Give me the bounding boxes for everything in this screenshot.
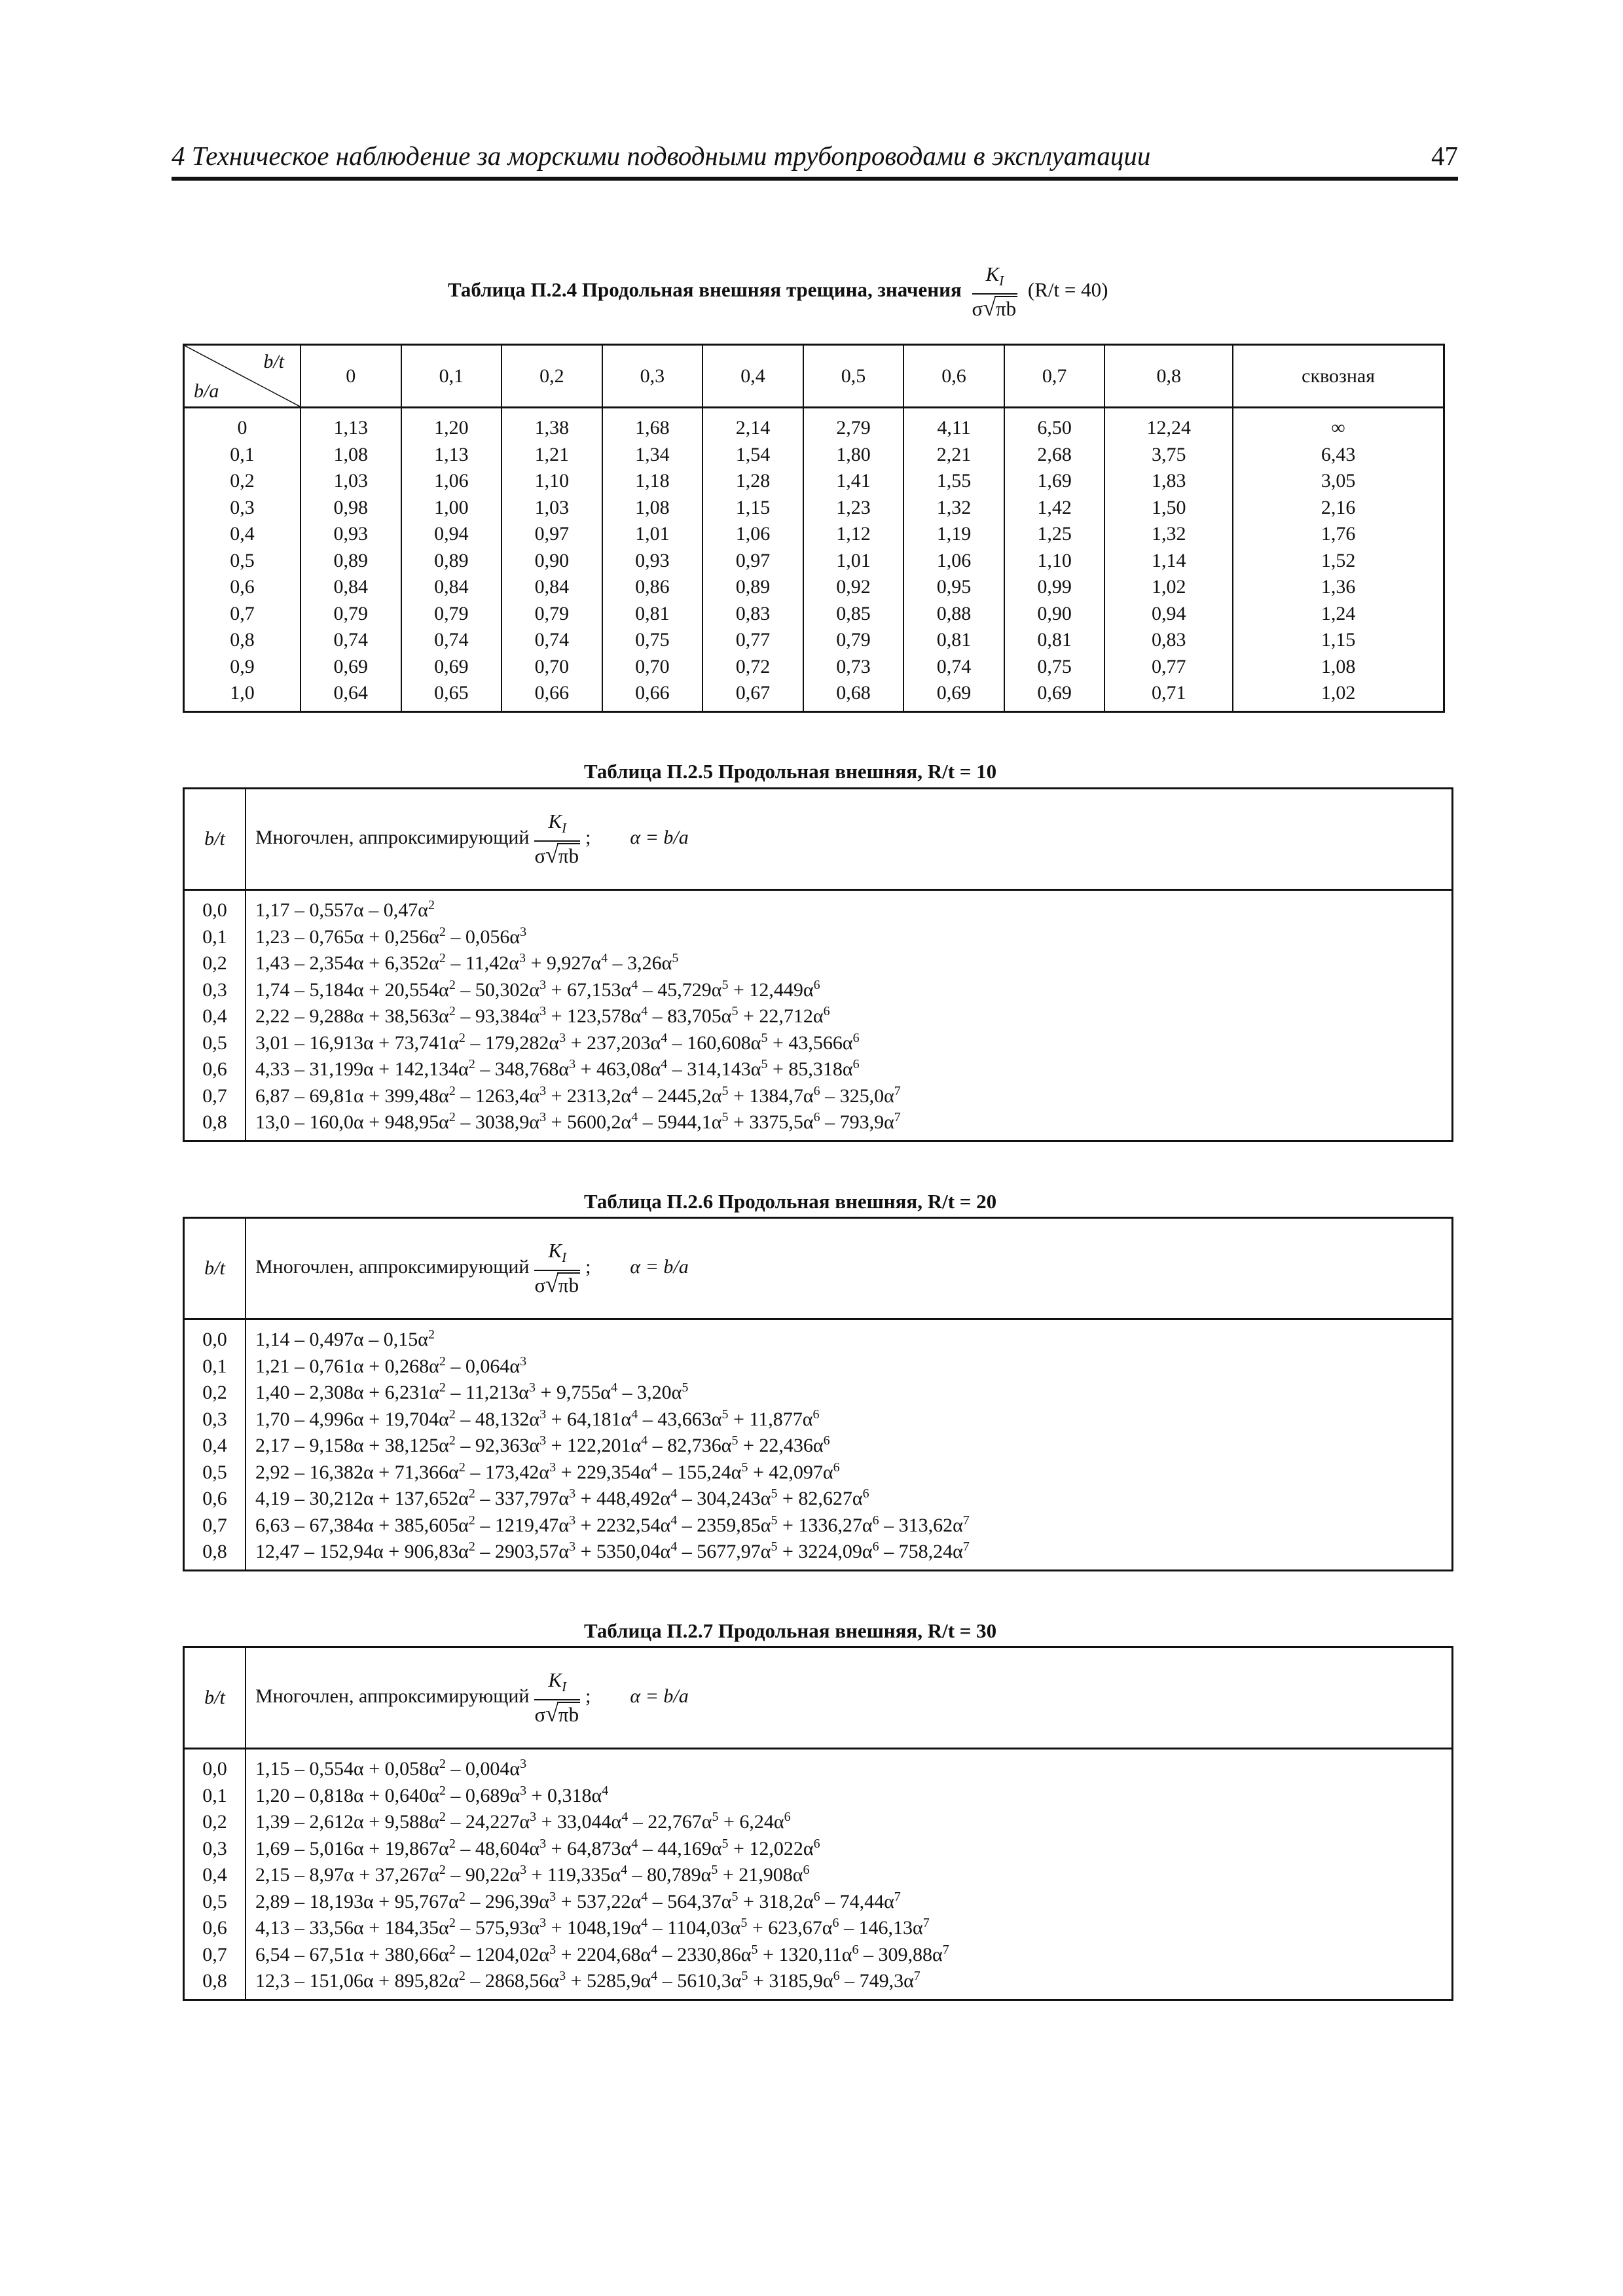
row-label: 0,3 — [202, 1837, 227, 1859]
row-label: 0,7 — [202, 1514, 227, 1536]
table-cell-value: 1,41 — [836, 470, 871, 492]
row-label: 0,7 — [230, 602, 255, 624]
poly-header-row — [184, 789, 1453, 890]
row-label: 0,8 — [202, 1541, 227, 1562]
table-24-value-column — [301, 408, 401, 712]
running-header-title: 4 Техническое наблюдение за морскими подводными трубопроводами в эксплуатации — [172, 141, 1151, 171]
table-24-value-column — [803, 408, 904, 712]
table-cell-value: 0,89 — [434, 549, 469, 571]
table-24-body-row — [184, 408, 1444, 712]
table-cell-value: 0,95 — [936, 576, 972, 598]
table-24-col-header: 0,3 — [602, 345, 703, 408]
polynomial: $4,13 - 33,56\alpha + 184,35\alpha^2 - 575,93\alpha^3 + 1048,19\alpha^4 - 1104,03\alpha^5 + 623,67\alpha^6 - 146,13\alpha^7$ — [255, 1916, 930, 1939]
polynomial: $2,89 - 18,193\alpha + 95,767\alpha^2 - 296,39\alpha^3 + 537,22\alpha^4 - 564,37\alpha^5 + 318,2\alpha^6 - 74,44\alpha^7$ — [255, 1889, 901, 1912]
table-cell-value: 0,77 — [735, 629, 771, 651]
table-cell-value: 2,79 — [836, 417, 871, 439]
table-cell-value: 0,94 — [1152, 602, 1186, 624]
table-26 — [183, 1217, 1453, 1571]
row-label: 0,1 — [202, 1784, 227, 1806]
table-24-col-header: 0,6 — [903, 345, 1004, 408]
table-24-col-header: 0,5 — [803, 345, 904, 408]
table-cell-value: 0,84 — [534, 576, 570, 598]
table-cell-value: 12,24 — [1146, 417, 1192, 439]
table-cell-value: 0,75 — [1037, 655, 1072, 677]
polynomial: $1,20 - 0,818\alpha + 0,640\alpha^2 - 0,689\alpha^3 + 0,318\alpha^4$ — [255, 1783, 609, 1806]
header-rule — [172, 177, 1458, 181]
table-cell-value: 0,81 — [635, 602, 670, 624]
table-cell-value: 1,80 — [836, 443, 871, 465]
row-label: 0,2 — [202, 952, 227, 974]
poly-header-cell: Многочлен, аппроксимирующий $\frac{K_I}{\sigma√\pi b}$ ; α = b/a — [246, 1218, 1453, 1319]
polynomial: $6,63 - 67,384\alpha + 385,605\alpha^2 - 1219,47\alpha^3 + 2232,54\alpha^4 - 2359,85\alpha^5 + 1336,27\alpha^6 - 313,62\alpha^7$ — [255, 1513, 970, 1536]
table-cell-value: 0,70 — [534, 655, 570, 677]
table-cell-value: 0,94 — [434, 523, 469, 545]
corner-ba-label: b/a — [194, 380, 219, 402]
table-24-value-column — [501, 408, 602, 712]
table-cell-value: 0,72 — [735, 655, 771, 677]
row-label: 0,5 — [202, 1031, 227, 1054]
table-cell-value: 0,79 — [333, 602, 369, 624]
table-cell-value: 0,67 — [735, 682, 771, 704]
table-cell-value: 1,21 — [534, 443, 570, 465]
table-24-caption-tail: (R/t = 40) — [1027, 278, 1108, 302]
alpha-definition: α = b/a — [630, 826, 689, 848]
table-27 — [183, 1646, 1453, 2001]
row-label: 1,0 — [230, 682, 255, 704]
row-label: 0,2 — [202, 1811, 227, 1833]
table-cell-value: 0,71 — [1152, 682, 1186, 704]
table-cell-value: 0,81 — [936, 629, 972, 651]
poly-header-row — [184, 1218, 1453, 1319]
table-cell-value: 0,97 — [534, 523, 570, 545]
table-27-caption: Таблица П.2.7 Продольная внешняя, R/t = 30 — [584, 1619, 997, 1642]
table-cell-value: 1,76 — [1321, 523, 1356, 545]
table-cell-value: 0,69 — [1037, 682, 1072, 704]
table-cell-value: 1,19 — [936, 523, 972, 545]
table-24-corner-cell — [184, 345, 301, 408]
ki-fraction: $\frac{K_I}{\sigma√\pi b}$ — [972, 262, 1017, 321]
polynomial: $1,14 - 0,497\alpha - 0,15\alpha^2$ — [255, 1327, 435, 1350]
table-cell-value: 1,68 — [635, 417, 670, 439]
polynomial: $4,19 - 30,212\alpha + 137,652\alpha^2 - 337,797\alpha^3 + 448,492\alpha^4 - 304,243\alpha^5 + 82,627\alpha^6$ — [255, 1486, 869, 1509]
table-cell-value: 2,21 — [936, 443, 972, 465]
table-cell-value: 1,69 — [1037, 470, 1072, 492]
table-cell-value: 1,20 — [434, 417, 469, 439]
table-cell-value: 0,79 — [434, 602, 469, 624]
polynomial: $1,17 - 0,557\alpha - 0,47\alpha^2$ — [255, 898, 435, 921]
table-cell-value: 1,25 — [1037, 523, 1072, 545]
table-cell-value: 0,89 — [333, 549, 369, 571]
table-cell-value: 1,12 — [836, 523, 871, 545]
table-cell-value: 1,03 — [534, 496, 570, 518]
table-cell-value: 0,83 — [1152, 629, 1186, 651]
table-24-value-column — [903, 408, 1004, 712]
polynomial: $1,21 - 0,761\alpha + 0,268\alpha^2 - 0,064\alpha^3$ — [255, 1354, 527, 1377]
table-cell-value: 1,18 — [635, 470, 670, 492]
row-label: 0,8 — [202, 1111, 227, 1133]
table-cell-value: 1,28 — [735, 470, 771, 492]
table-24-col-header: сквозная — [1233, 345, 1444, 408]
row-label: 0,6 — [202, 1917, 227, 1939]
table-cell-value: 0,86 — [635, 576, 670, 598]
table-24-col-header: 0,2 — [501, 345, 602, 408]
polynomial: $1,70 - 4,996\alpha + 19,704\alpha^2 - 48,132\alpha^3 + 64,181\alpha^4 - 43,663\alpha^5 + 11,877\alpha^6$ — [255, 1407, 820, 1430]
poly-column — [246, 1319, 1453, 1571]
table-cell-value: 1,02 — [1152, 576, 1186, 598]
table-cell-value: 1,00 — [434, 496, 469, 518]
row-labels — [184, 890, 246, 1141]
table-cell-value: 0,90 — [1037, 602, 1072, 624]
table-cell-value: 2,68 — [1037, 443, 1072, 465]
table-24-value-column — [401, 408, 502, 712]
table-cell-value: 0,83 — [735, 602, 771, 624]
row-label: 0,8 — [202, 1970, 227, 1992]
table-cell-value: 1,32 — [936, 496, 972, 518]
table-cell-value: 1,06 — [434, 470, 469, 492]
table-24-col-header: 0,7 — [1004, 345, 1105, 408]
table-cell-value: 1,32 — [1152, 523, 1186, 545]
polynomial: $12,3 - 151,06\alpha + 895,82\alpha^2 - 2868,56\alpha^3 + 5285,9\alpha^4 - 5610,3\alpha^5 + 3185,9\alpha^6 - 749,3\alpha^7$ — [255, 1969, 921, 1992]
row-label: 0,3 — [202, 1408, 227, 1430]
alpha-definition: α = b/a — [630, 1255, 689, 1278]
table-cell-value: 1,15 — [735, 496, 771, 518]
row-label: 0,9 — [230, 655, 255, 677]
table-cell-value: 1,34 — [635, 443, 670, 465]
table-cell-value: 3,75 — [1152, 443, 1186, 465]
polynomial: $1,15 - 0,554\alpha + 0,058\alpha^2 - 0,004\alpha^3$ — [255, 1757, 527, 1780]
row-label: 0,0 — [202, 899, 227, 921]
row-label: 0,6 — [202, 1058, 227, 1080]
poly-header-text: Многочлен, аппроксимирующий — [255, 1255, 530, 1278]
table-cell-value: 1,08 — [1321, 655, 1356, 677]
row-label: 0,2 — [230, 470, 255, 492]
table-24-col-header: 0 — [301, 345, 401, 408]
table-24-header-row — [184, 345, 1444, 408]
table-26-caption: Таблица П.2.6 Продольная внешняя, R/t = 20 — [584, 1190, 997, 1213]
table-cell-value: 0,98 — [333, 496, 369, 518]
table-cell-value: 1,08 — [635, 496, 670, 518]
table-cell-value: 0,84 — [333, 576, 369, 598]
table-cell-value: 1,38 — [534, 417, 570, 439]
table-cell-value: 0,88 — [936, 602, 972, 624]
table-cell-value: 2,14 — [735, 417, 771, 439]
table-cell-value: 4,11 — [937, 417, 971, 439]
table-cell-value: 0,66 — [534, 682, 570, 704]
table-24-row-labels — [184, 408, 301, 712]
table-cell-value: 0,77 — [1152, 655, 1186, 677]
table-cell-value: 0,69 — [434, 655, 469, 677]
table-24-caption-text: Таблица П.2.4 Продольная внешняя трещина, значения — [448, 278, 962, 302]
row-label: 0,5 — [230, 549, 255, 571]
polynomial: $1,23 - 0,765\alpha + 0,256\alpha^2 - 0,056\alpha^3$ — [255, 924, 527, 948]
table-cell-value: 0,81 — [1037, 629, 1072, 651]
table-cell-value: 0,93 — [635, 549, 670, 571]
table-cell-value: 1,10 — [1037, 549, 1072, 571]
ki-fraction: $\frac{K_I}{\sigma√\pi b}$ — [534, 809, 579, 869]
table-cell-value: 1,13 — [434, 443, 469, 465]
row-label: 0,4 — [202, 1435, 227, 1456]
poly-column — [246, 1749, 1453, 2000]
polynomial: $1,43 - 2,354\alpha + 6,352\alpha^2 - 11,42\alpha^3 + 9,927\alpha^4 - 3,26\alpha^5$ — [255, 951, 679, 974]
polynomial: $1,39 - 2,612\alpha + 9,588\alpha^2 - 24,227\alpha^3 + 33,044\alpha^4 - 22,767\alpha^5 + 6,24\alpha^6$ — [255, 1810, 791, 1833]
poly-header-row — [184, 1647, 1453, 1749]
poly-header-cell: Многочлен, аппроксимирующий $\frac{K_I}{\sigma√\pi b}$ ; α = b/a — [246, 1647, 1453, 1749]
table-24-value-column — [1233, 408, 1444, 712]
table-cell-value: 0,68 — [836, 682, 871, 704]
row-label: 0,4 — [230, 523, 255, 545]
row-label: 0,4 — [202, 1864, 227, 1886]
table-cell-value: 1,15 — [1321, 629, 1356, 651]
row-label: 0,1 — [202, 925, 227, 948]
table-cell-value: 0,75 — [635, 629, 670, 651]
table-cell-value: 1,23 — [836, 496, 871, 518]
table-cell-value: 0,90 — [534, 549, 570, 571]
table-25-caption: Таблица П.2.5 Продольная внешняя, R/t = 10 — [584, 760, 997, 783]
table-cell-value: 1,03 — [333, 470, 369, 492]
table-cell-value: 1,24 — [1321, 602, 1356, 624]
table-cell-value: 0,79 — [534, 602, 570, 624]
table-cell-value: 0,70 — [635, 655, 670, 677]
table-cell-value: ∞ — [1331, 417, 1345, 439]
poly-column — [246, 890, 1453, 1141]
polynomial: $2,15 - 8,97\alpha + 37,267\alpha^2 - 90,22\alpha^3 + 119,335\alpha^4 - 80,789\alpha^5 + 21,908\alpha^6$ — [255, 1863, 810, 1886]
table-cell-value: 1,52 — [1321, 549, 1356, 571]
table-cell-value: 0,65 — [434, 682, 469, 704]
polynomial: $1,74 - 5,184\alpha + 20,554\alpha^2 - 50,302\alpha^3 + 67,153\alpha^4 - 45,729\alpha^5 + 12,449\alpha^6$ — [255, 977, 820, 1001]
poly-header-cell: Многочлен, аппроксимирующий $\frac{K_I}{\sigma√\pi b}$ ; α = b/a — [246, 789, 1453, 890]
polynomial: $1,40 - 2,308\alpha + 6,231\alpha^2 - 11,213\alpha^3 + 9,755\alpha^4 - 3,20\alpha^5$ — [255, 1380, 689, 1403]
row-label: 0,0 — [202, 1329, 227, 1350]
table-cell-value: 0,74 — [333, 629, 369, 651]
table-24-value-column — [702, 408, 803, 712]
poly-body-row — [184, 1749, 1453, 2000]
poly-body-row — [184, 890, 1453, 1141]
table-24-col-header: 0,8 — [1104, 345, 1233, 408]
table-cell-value: 1,54 — [735, 443, 771, 465]
table-cell-value: 6,43 — [1321, 443, 1356, 465]
table-cell-value: 1,13 — [333, 417, 369, 439]
table-cell-value: 0,66 — [635, 682, 670, 704]
table-cell-value: 1,02 — [1321, 682, 1356, 704]
polynomial: $4,33 - 31,199\alpha + 142,134\alpha^2 - 348,768\alpha^3 + 463,08\alpha^4 - 314,143\alpha^5 + 85,318\alpha^6$ — [255, 1057, 860, 1080]
table-cell-value: 1,14 — [1152, 549, 1186, 571]
polynomial: $1,69 - 5,016\alpha + 19,867\alpha^2 - 48,604\alpha^3 + 64,873\alpha^4 - 44,169\alpha^5 + 12,022\alpha^6$ — [255, 1836, 820, 1859]
table-cell-value: 1,06 — [735, 523, 771, 545]
table-cell-value: 1,08 — [333, 443, 369, 465]
table-cell-value: 0,89 — [735, 576, 771, 598]
table-cell-value: 1,83 — [1152, 470, 1186, 492]
bt-header: b/t — [184, 1218, 246, 1319]
table-24 — [183, 344, 1445, 713]
table-cell-value: 0,93 — [333, 523, 369, 545]
table-cell-value: 0,74 — [936, 655, 972, 677]
corner-bt-label: b/t — [263, 351, 284, 372]
row-label: 0,8 — [230, 629, 255, 651]
row-label: 0,1 — [202, 1355, 227, 1377]
table-cell-value: 0,74 — [434, 629, 469, 651]
table-cell-value: 0,69 — [936, 682, 972, 704]
poly-body-row — [184, 1319, 1453, 1571]
polynomial: $2,92 - 16,382\alpha + 71,366\alpha^2 - 173,42\alpha^3 + 229,354\alpha^4 - 155,24\alpha^5 + 42,097\alpha^6$ — [255, 1460, 840, 1483]
row-label: 0,4 — [202, 1005, 227, 1027]
row-label: 0,1 — [230, 443, 255, 465]
row-label: 0 — [237, 417, 247, 439]
table-cell-value: 2,16 — [1321, 496, 1356, 518]
table-cell-value: 1,10 — [534, 470, 570, 492]
table-cell-value: 0,73 — [836, 655, 871, 677]
table-24-value-column — [1004, 408, 1105, 712]
table-cell-value: 1,06 — [936, 549, 972, 571]
row-label: 0,5 — [202, 1890, 227, 1912]
polynomial: $2,22 - 9,288\alpha + 38,563\alpha^2 - 93,384\alpha^3 + 123,578\alpha^4 - 83,705\alpha^5 + 22,712\alpha^6$ — [255, 1004, 830, 1027]
page-number: 47 — [1431, 141, 1458, 171]
polynomial: $13,0 - 160,0\alpha + 948,95\alpha^2 - 3038,9\alpha^3 + 5600,2\alpha^4 - 5944,1\alpha^5 + 3375,5\alpha^6 - 793,9\alpha^7$ — [255, 1110, 901, 1133]
poly-header-text: Многочлен, аппроксимирующий — [255, 826, 530, 848]
table-cell-value: 1,55 — [936, 470, 972, 492]
row-label: 0,3 — [202, 978, 227, 1001]
table-cell-value: 0,92 — [836, 576, 871, 598]
row-label: 0,6 — [230, 576, 255, 598]
table-cell-value: 3,05 — [1321, 470, 1356, 492]
bt-header: b/t — [184, 1647, 246, 1749]
polynomial: $2,17 - 9,158\alpha + 38,125\alpha^2 - 92,363\alpha^3 + 122,201\alpha^4 - 82,736\alpha^5 + 22,436\alpha^6$ — [255, 1433, 830, 1456]
ki-fraction: $\frac{K_I}{\sigma√\pi b}$ — [534, 1668, 579, 1727]
ki-fraction: $\frac{K_I}{\sigma√\pi b}$ — [534, 1238, 579, 1298]
table-cell-value: 0,64 — [333, 682, 369, 704]
table-cell-value: 1,50 — [1152, 496, 1186, 518]
alpha-definition: α = b/a — [630, 1685, 689, 1707]
table-cell-value: 0,74 — [534, 629, 570, 651]
row-label: 0,5 — [202, 1461, 227, 1483]
table-24-caption — [448, 263, 1108, 321]
table-24-value-column — [602, 408, 703, 712]
polynomial: $12,47 - 152,94\alpha + 906,83\alpha^2 - 2903,57\alpha^3 + 5350,04\alpha^4 - 5677,97\alpha^5 + 3224,09\alpha^6 - 758,24\alpha^7$ — [255, 1539, 970, 1562]
row-label: 0,3 — [230, 496, 255, 518]
table-25 — [183, 787, 1453, 1142]
table-cell-value: 0,79 — [836, 629, 871, 651]
table-cell-value: 0,97 — [735, 549, 771, 571]
polynomial: $6,87 - 69,81\alpha + 399,48\alpha^2 - 1263,4\alpha^3 + 2313,2\alpha^4 - 2445,2\alpha^5 + 1384,7\alpha^6 - 325,0\alpha^7$ — [255, 1083, 901, 1107]
row-label: 0,7 — [202, 1085, 227, 1107]
table-cell-value: 1,01 — [836, 549, 871, 571]
row-labels — [184, 1319, 246, 1571]
row-labels — [184, 1749, 246, 2000]
table-cell-value: 0,84 — [434, 576, 469, 598]
bt-header: b/t — [184, 789, 246, 890]
row-label: 0,0 — [202, 1758, 227, 1780]
table-cell-value: 1,01 — [635, 523, 670, 545]
row-label: 0,6 — [202, 1488, 227, 1509]
table-cell-value: 6,50 — [1037, 417, 1072, 439]
table-cell-value: 0,69 — [333, 655, 369, 677]
table-24-value-column — [1104, 408, 1233, 712]
polynomial: $3,01 - 16,913\alpha + 73,741\alpha^2 - 179,282\alpha^3 + 237,203\alpha^4 - 160,608\alpha^5 + 43,566\alpha^6$ — [255, 1030, 860, 1054]
poly-header-text: Многочлен, аппроксимирующий — [255, 1685, 530, 1707]
row-label: 0,2 — [202, 1382, 227, 1403]
polynomial: $6,54 - 67,51\alpha + 380,66\alpha^2 - 1204,02\alpha^3 + 2204,68\alpha^4 - 2330,86\alpha^5 + 1320,11\alpha^6 - 309,88\alpha^7$ — [255, 1942, 949, 1965]
row-label: 0,7 — [202, 1943, 227, 1965]
table-cell-value: 0,85 — [836, 602, 871, 624]
table-cell-value: 0,99 — [1037, 576, 1072, 598]
table-cell-value: 1,42 — [1037, 496, 1072, 518]
table-cell-value: 1,36 — [1321, 576, 1356, 598]
table-24-col-header: 0,1 — [401, 345, 502, 408]
running-header — [172, 140, 1458, 179]
table-24-col-header: 0,4 — [702, 345, 803, 408]
